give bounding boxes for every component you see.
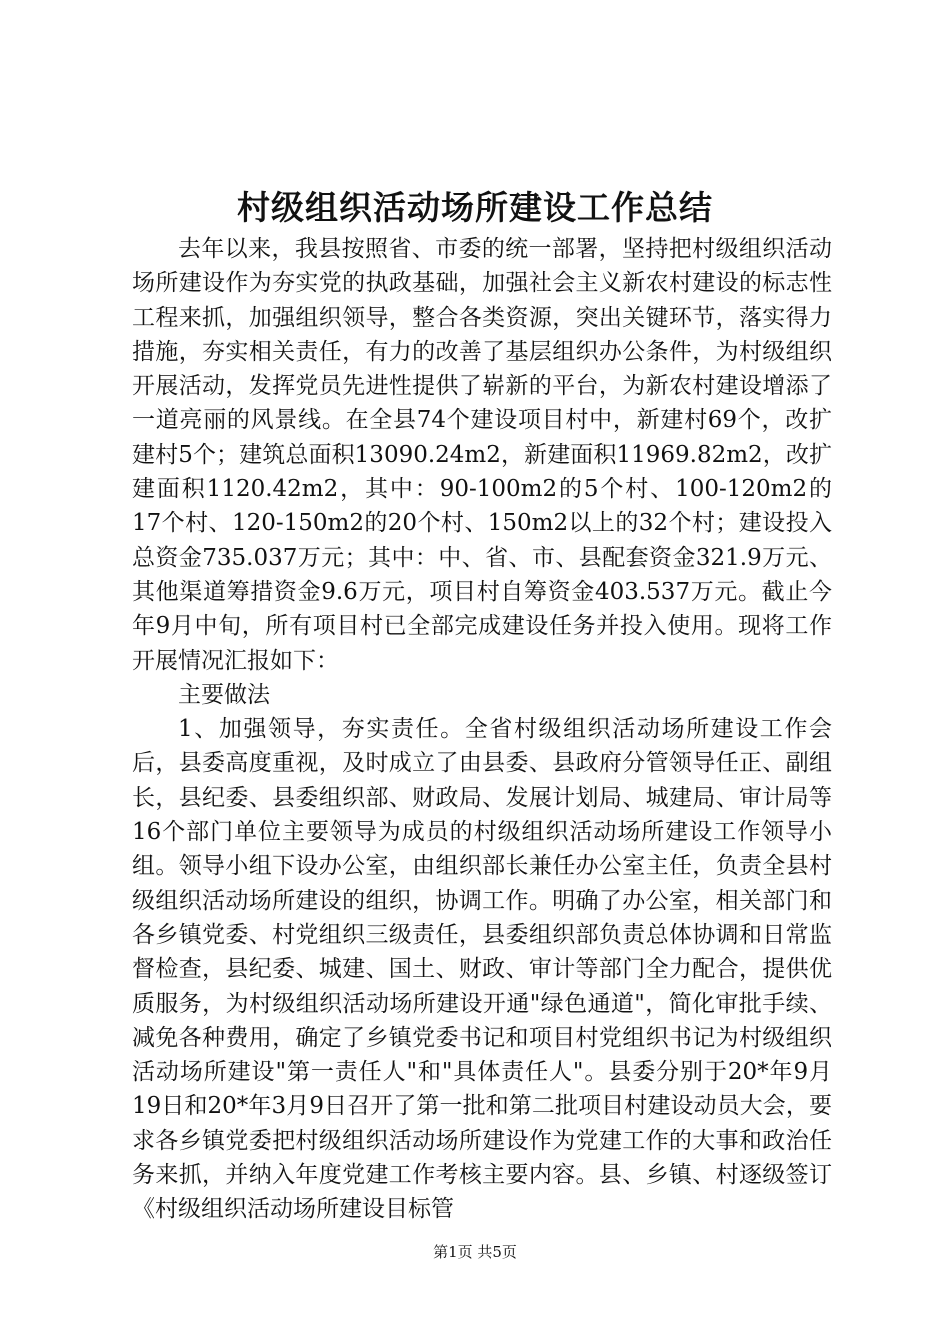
paragraph-point-1: 1、加强领导，夯实责任。全省村级组织活动场所建设工作会后，县委高度重视，及时成立了由县委、县政府分管领导任正、副组长，县纪委、县委组织部、财政局、发展计划局、城建局、审计局等16个部门单位主要领导为成员的村级组织活动场所建设工作领导小组。领导小组下设办公室，由组织部长兼任办公室主任，负责全县村级组织活动场所建设的组织，协调工作。明确了办公室，相关部门和各乡镇党委、村党组织三级责任，县委组织部负责总体协调和日常监督检查，县纪委、城建、国土、财政、审计等部门全力配合，提供优质服务，为村级组织活动场所建设开通"绿色通道"，简化审批手续、减免各种费用，确定了乡镇党委书记和项目村党组织书记为村级组织活动场所建设"第一责任人"和"具体责任人"。县委分别于20*年9月19日和20*年3月9日召开了第一批和第二批项目村建设动员大会，要求各乡镇党委把村级组织活动场所建设作为党建工作的大事和政治任务来抓，并纳入年度党建工作考核主要内容。县、乡镇、村逐级签订《村级组织活动场所建设目标管 <box>132 716 832 1223</box>
document-body <box>132 232 832 1227</box>
section-heading-main-methods: 主要做法 <box>178 681 270 708</box>
document-title: 村级组织活动场所建设工作总结 <box>237 188 713 227</box>
page-footer: 第1页 共5页 <box>433 1243 517 1261</box>
paragraph-intro: 去年以来，我县按照省、市委的统一部署，坚持把村级组织活动场所建设作为夯实党的执政基础，加强社会主义新农村建设的标志性工程来抓，加强组织领导，整合各类资源，突出关键环节，落实得力措施，夯实相关责任，有力的改善了基层组织办公条件，为村级组织开展活动，发挥党员先进性提供了崭新的平台，为新农村建设增添了一道亮丽的风景线。在全县74个建设项目村中，新建村69个，改扩建村5个；建筑总面积13090.24m2，新建面积11969.82m2，改扩建面积1120.42m2，其中：90-100m2的5个村、100-120m2的17个村、120-150m2的20个村、150m2以上的32个村；建设投入总资金735.037万元；其中：中、省、市、县配套资金321.9万元、其他渠道筹措资金9.6万元，项目村自筹资金403.537万元。截止今年9月中旬，所有项目村已全部完成建设任务并投入使用。现将工作开展情况汇报如下： <box>132 236 832 674</box>
